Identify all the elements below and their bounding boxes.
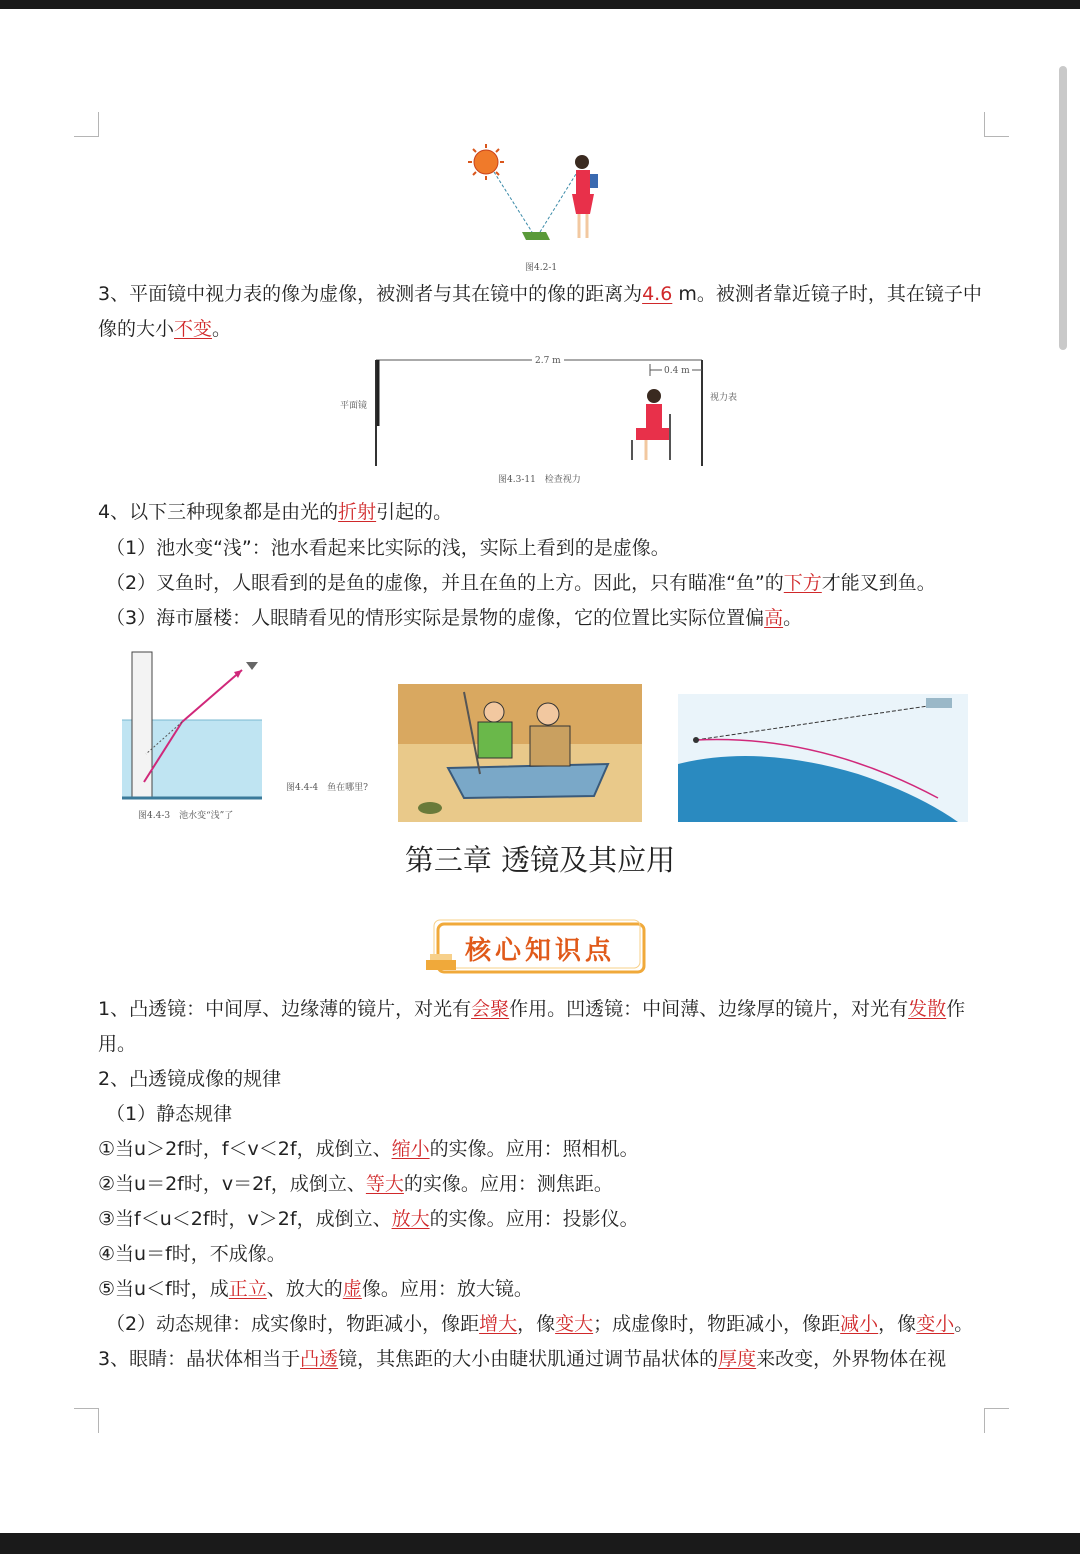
fish-icon xyxy=(418,802,442,814)
figure-caption: 图4.4-4 鱼在哪里? xyxy=(286,783,368,793)
paragraph-lens-1: 1、凸透镜：中间厚、边缘薄的镜片，对光有会聚作用。凹透镜：中间薄、边缘厚的镜片，对光有发散作 xyxy=(98,998,966,1020)
answer-blank: 变大 xyxy=(555,1313,594,1335)
answer-blank: 4.6 xyxy=(642,283,673,305)
page-corner-mark xyxy=(984,1408,1009,1433)
paragraph-eye: 3、眼睛：晶状体相当于凸透镜，其焦距的大小由睫状肌通过调节晶状体的厚度来改变，外界物体在视 xyxy=(98,1348,947,1370)
page-corner-mark xyxy=(74,1408,99,1433)
mirror-label: 平面镜 xyxy=(340,401,368,411)
distance-label: 2.7 m xyxy=(532,356,564,366)
figure-pool-shallow xyxy=(122,650,268,802)
paragraph-lens-1-cont: 用。 xyxy=(98,1033,137,1055)
answer-blank: 折射 xyxy=(338,501,377,523)
figure-fishing-boat xyxy=(398,684,642,822)
static-rule-heading: （1）静态规律 xyxy=(106,1103,233,1125)
paragraph-item-3-cont: 像的大小不变。 xyxy=(98,318,232,340)
scrollbar-thumb[interactable] xyxy=(1059,66,1067,350)
paragraph-lens-2: 2、凸透镜成像的规律 xyxy=(98,1068,282,1090)
answer-blank: 凸透 xyxy=(300,1348,339,1370)
eye-icon xyxy=(246,662,258,670)
rule-4: ④当u＝f时，不成像。 xyxy=(98,1243,286,1265)
answer-blank: 虚 xyxy=(342,1278,362,1300)
answer-blank: 减小 xyxy=(840,1313,879,1335)
girl-icon xyxy=(572,155,598,238)
rule-3: ③当f＜u＜2f时，v＞2f，成倒立、放大的实像。应用：投影仪。 xyxy=(98,1208,639,1230)
page-corner-mark xyxy=(984,112,1009,137)
rule-1: ①当u＞2f时，f＜v＜2f，成倒立、缩小的实像。应用：照相机。 xyxy=(98,1138,639,1160)
paragraph-item-4-2: （2）叉鱼时，人眼看到的是鱼的虚像，并且在鱼的上方。因此，只有瞄准“鱼”的下方才能叉到鱼。 xyxy=(106,572,936,594)
rule-5: ⑤当u＜f时，成正立、放大的虚像。应用：放大镜。 xyxy=(98,1278,533,1300)
answer-blank: 增大 xyxy=(479,1313,518,1335)
answer-blank: 不变 xyxy=(174,318,213,340)
figure-caption: 图4.2-1 xyxy=(525,263,558,273)
answer-blank: 等大 xyxy=(365,1173,404,1195)
chart-label: 视力表 xyxy=(710,393,738,403)
paragraph-item-4-1: （1）池水变“浅”：池水看起来比实际的浅，实际上看到的是虚像。 xyxy=(106,537,670,559)
paragraph-item-4-3: （3）海市蜃楼：人眼睛看见的情形实际是景物的虚像，它的位置比实际位置偏高。 xyxy=(106,607,803,629)
banner-text: 核心知识点 xyxy=(464,936,615,966)
bottom-edge-bar xyxy=(0,1533,1080,1554)
page-corner-mark xyxy=(74,112,99,137)
figure-caption: 图4.4-3 池水变“浅”了 xyxy=(138,811,234,821)
answer-blank: 放大 xyxy=(391,1208,430,1230)
paragraph-item-3: 3、平面镜中视力表的像为虚像，被测者与其在镜中的像的距离为4.6 m。被测者靠近镜子时，其在镜子中 xyxy=(98,283,982,305)
sun-icon xyxy=(468,144,504,180)
dynamic-rule: （2）动态规律：成实像时，物距减小，像距增大，像变大；成虚像时，物距减小，像距减小，像变小。 xyxy=(106,1313,974,1335)
book-icon xyxy=(522,232,550,240)
figure-caption: 图4.3-11 检查视力 xyxy=(498,475,581,485)
answer-blank: 厚度 xyxy=(718,1348,757,1370)
paragraph-item-4: 4、以下三种现象都是由光的折射引起的。 xyxy=(98,501,453,523)
rule-2: ②当u＝2f时，v＝2f，成倒立、等大的实像。应用：测焦距。 xyxy=(98,1173,613,1195)
answer-blank: 正立 xyxy=(228,1278,267,1300)
island-icon xyxy=(926,698,952,708)
chapter-title: 第三章 透镜及其应用 xyxy=(404,843,676,877)
figure-sun-book-girl xyxy=(460,140,620,260)
answer-blank: 会聚 xyxy=(471,998,510,1020)
answer-blank: 高 xyxy=(764,607,784,629)
boat-icon xyxy=(448,764,608,798)
figure-mirage xyxy=(678,694,968,822)
seated-girl-icon xyxy=(632,389,670,460)
top-edge-bar xyxy=(0,0,1080,9)
answer-blank: 下方 xyxy=(783,572,822,594)
answer-blank: 缩小 xyxy=(391,1138,430,1160)
answer-blank: 变小 xyxy=(916,1313,955,1335)
answer-blank: 发散 xyxy=(908,998,947,1020)
distance-label: 0.4 m xyxy=(664,366,690,376)
